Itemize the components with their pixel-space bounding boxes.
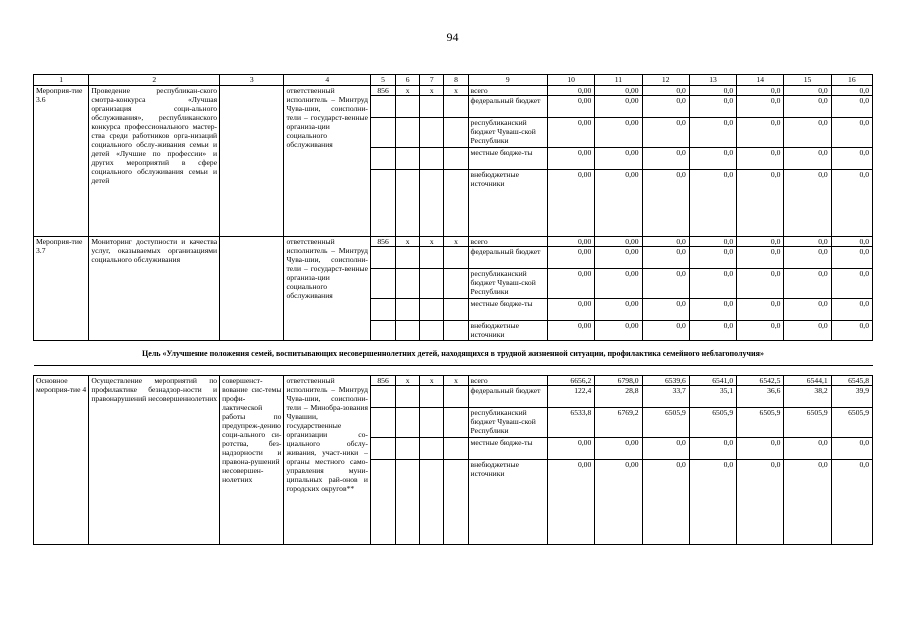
code-cell: x — [396, 86, 420, 96]
amount-cell: 0,0 — [784, 247, 831, 269]
amount-cell: 0,0 — [831, 438, 872, 460]
table-row — [34, 376, 873, 386]
code-cell-empty — [444, 460, 468, 545]
code-cell-empty — [444, 386, 468, 408]
amount-cell: 0,00 — [548, 148, 595, 170]
column-number-cell: 1 — [34, 75, 89, 86]
code-cell-empty — [370, 408, 395, 438]
amount-cell: 0,0 — [689, 299, 736, 321]
column-number-cell: 2 — [89, 75, 220, 86]
amount-cell: 6539,6 — [642, 376, 689, 386]
amount-cell: 6769,2 — [595, 408, 642, 438]
column-number-cell: 8 — [444, 75, 468, 86]
event-id-cell: Мероприя-тие 3.7 — [34, 237, 89, 341]
goal-title: Цель «Улучшение положения семей, воспитывающих несовершеннолетних детей, находящихся в трудной жизненной ситуации, профилактика семейного неблагополучия» — [34, 341, 873, 366]
amount-cell: 0,0 — [642, 170, 689, 237]
amount-cell: 0,0 — [784, 438, 831, 460]
amount-cell: 0,00 — [595, 269, 642, 299]
code-cell-empty — [396, 438, 420, 460]
amount-cell: 0,0 — [737, 269, 784, 299]
funding-source-cell: внебюджетные источники — [468, 170, 547, 237]
amount-cell: 6542,5 — [737, 376, 784, 386]
amount-cell: 6545,8 — [831, 376, 872, 386]
code-cell-empty — [396, 269, 420, 299]
amount-cell: 28,8 — [595, 386, 642, 408]
code-cell-empty — [396, 460, 420, 545]
amount-cell: 0,0 — [784, 460, 831, 545]
code-cell-empty — [420, 269, 444, 299]
code-cell: 856 — [370, 376, 395, 386]
amount-cell: 0,0 — [784, 86, 831, 96]
code-cell-empty — [370, 386, 395, 408]
amount-cell: 0,00 — [595, 321, 642, 341]
amount-cell: 39,9 — [831, 386, 872, 408]
code-cell-empty — [370, 438, 395, 460]
event-name-cell: Мониторинг доступности и качества услуг, оказываемых организациями социального обслуживания — [89, 237, 220, 341]
amount-cell: 0,0 — [689, 96, 736, 118]
amount-cell: 35,1 — [689, 386, 736, 408]
code-cell-empty — [444, 299, 468, 321]
amount-cell: 0,0 — [784, 118, 831, 148]
code-cell-empty — [396, 170, 420, 237]
amount-cell: 33,7 — [642, 386, 689, 408]
amount-cell: 0,0 — [689, 438, 736, 460]
event-name-cell: Проведение республикан-ского смотра-конкурса «Лучшая организация соци-ального обслуживания», республиканского конкурса профессионального мастер-ства среди работников орга-низаций социального обслу-живания семьи и детей «Лучшие по профессии» и других мероприятий в сфере социального обслуживания семьи и детей — [89, 86, 220, 237]
amount-cell: 0,0 — [737, 86, 784, 96]
code-cell-empty — [444, 269, 468, 299]
amount-cell: 0,0 — [689, 148, 736, 170]
funding-source-cell: местные бюдже-ты — [468, 438, 547, 460]
amount-cell: 0,0 — [831, 96, 872, 118]
amount-cell: 0,0 — [737, 299, 784, 321]
code-cell-empty — [370, 148, 395, 170]
column-number-cell: 3 — [220, 75, 284, 86]
column-number-cell: 6 — [396, 75, 420, 86]
amount-cell: 0,0 — [737, 96, 784, 118]
amount-cell: 0,0 — [642, 321, 689, 341]
amount-cell: 0,00 — [595, 148, 642, 170]
amount-cell: 6505,9 — [784, 408, 831, 438]
amount-cell: 0,0 — [831, 148, 872, 170]
amount-cell: 0,0 — [831, 170, 872, 237]
amount-cell: 0,00 — [548, 460, 595, 545]
code-cell-empty — [420, 96, 444, 118]
amount-cell: 0,0 — [642, 299, 689, 321]
amount-cell: 0,0 — [737, 148, 784, 170]
amount-cell: 0,0 — [689, 247, 736, 269]
amount-cell: 0,0 — [642, 460, 689, 545]
code-cell-empty — [396, 148, 420, 170]
amount-cell: 0,0 — [737, 460, 784, 545]
amount-cell: 0,0 — [642, 148, 689, 170]
code-cell-empty — [396, 299, 420, 321]
program-table — [33, 74, 873, 545]
amount-cell: 0,0 — [784, 321, 831, 341]
funding-source-cell: всего — [468, 376, 547, 386]
amount-cell: 0,00 — [548, 299, 595, 321]
code-cell-empty — [420, 408, 444, 438]
amount-cell: 0,00 — [548, 321, 595, 341]
column-number-cell: 16 — [831, 75, 872, 86]
amount-cell: 0,0 — [689, 170, 736, 237]
event-goal-cell — [220, 86, 284, 237]
code-cell-empty — [370, 269, 395, 299]
goal-row — [34, 341, 873, 366]
amount-cell: 0,00 — [548, 247, 595, 269]
funding-source-cell: внебюджетные источники — [468, 321, 547, 341]
amount-cell: 6505,9 — [689, 408, 736, 438]
code-cell-empty — [444, 438, 468, 460]
code-cell-empty — [444, 408, 468, 438]
code-cell: 856 — [370, 237, 395, 247]
amount-cell: 36,6 — [737, 386, 784, 408]
funding-source-cell: местные бюдже-ты — [468, 148, 547, 170]
code-cell-empty — [370, 170, 395, 237]
executor-cell: ответственный исполнитель – Минтруд Чува-шии, соисполни-тели – государст-венные организа-ции социального обслуживания — [284, 237, 371, 341]
funding-source-cell: федеральный бюджет — [468, 386, 547, 408]
code-cell: x — [420, 376, 444, 386]
code-cell-empty — [420, 460, 444, 545]
funding-source-cell: республиканский бюджет Чуваш-ской Республики — [468, 118, 547, 148]
amount-cell: 0,0 — [642, 438, 689, 460]
amount-cell: 0,0 — [642, 269, 689, 299]
amount-cell: 0,00 — [595, 237, 642, 247]
column-number-cell: 15 — [784, 75, 831, 86]
amount-cell: 0,0 — [831, 299, 872, 321]
funding-source-cell: республиканский бюджет Чуваш-ской Республики — [468, 269, 547, 299]
amount-cell: 0,0 — [689, 118, 736, 148]
amount-cell: 6798,0 — [595, 376, 642, 386]
code-cell-empty — [396, 247, 420, 269]
amount-cell: 0,0 — [784, 269, 831, 299]
amount-cell: 0,0 — [831, 118, 872, 148]
amount-cell: 0,0 — [642, 118, 689, 148]
amount-cell: 0,00 — [595, 118, 642, 148]
code-cell-empty — [420, 438, 444, 460]
amount-cell: 0,00 — [595, 299, 642, 321]
amount-cell: 0,0 — [737, 170, 784, 237]
column-number-row — [34, 75, 873, 86]
amount-cell: 0,00 — [548, 438, 595, 460]
table-body — [34, 75, 873, 545]
amount-cell: 0,0 — [831, 460, 872, 545]
event-id-cell: Основное мероприя-тие 4 — [34, 376, 89, 545]
amount-cell: 0,00 — [548, 96, 595, 118]
amount-cell: 0,0 — [831, 86, 872, 96]
amount-cell: 38,2 — [784, 386, 831, 408]
amount-cell: 0,0 — [784, 237, 831, 247]
funding-source-cell: федеральный бюджет — [468, 96, 547, 118]
code-cell-empty — [444, 247, 468, 269]
amount-cell: 0,00 — [595, 460, 642, 545]
spacer-cell — [34, 366, 873, 376]
code-cell-empty — [370, 96, 395, 118]
amount-cell: 0,0 — [737, 247, 784, 269]
amount-cell: 0,0 — [784, 170, 831, 237]
amount-cell: 6505,9 — [642, 408, 689, 438]
funding-source-cell: всего — [468, 237, 547, 247]
amount-cell: 6505,9 — [831, 408, 872, 438]
event-id-cell: Мероприя-тие 3.6 — [34, 86, 89, 237]
amount-cell: 6505,9 — [737, 408, 784, 438]
code-cell: x — [420, 237, 444, 247]
amount-cell: 0,00 — [548, 269, 595, 299]
amount-cell: 0,0 — [642, 96, 689, 118]
column-number-cell: 4 — [284, 75, 371, 86]
amount-cell: 0,00 — [595, 86, 642, 96]
amount-cell: 0,0 — [737, 438, 784, 460]
amount-cell: 0,00 — [595, 170, 642, 237]
amount-cell: 6533,8 — [548, 408, 595, 438]
amount-cell: 0,0 — [689, 460, 736, 545]
amount-cell: 122,4 — [548, 386, 595, 408]
code-cell: x — [396, 376, 420, 386]
amount-cell: 0,0 — [689, 86, 736, 96]
amount-cell: 0,0 — [642, 247, 689, 269]
code-cell: 856 — [370, 86, 395, 96]
table-row — [34, 237, 873, 247]
column-number-cell: 12 — [642, 75, 689, 86]
amount-cell: 0,0 — [642, 86, 689, 96]
amount-cell: 6656,2 — [548, 376, 595, 386]
amount-cell: 6544,1 — [784, 376, 831, 386]
funding-source-cell: всего — [468, 86, 547, 96]
code-cell-empty — [396, 321, 420, 341]
event-goal-cell — [220, 237, 284, 341]
column-number-cell: 13 — [689, 75, 736, 86]
amount-cell: 0,00 — [595, 247, 642, 269]
code-cell-empty — [444, 148, 468, 170]
code-cell-empty — [444, 96, 468, 118]
amount-cell: 0,00 — [548, 237, 595, 247]
event-name-cell: Осуществление мероприятий по профилактике безнадзор-ности и правонарушений несовершеннолетних — [89, 376, 220, 545]
amount-cell: 0,00 — [548, 86, 595, 96]
table-row — [34, 86, 873, 96]
code-cell-empty — [444, 170, 468, 237]
amount-cell: 0,00 — [595, 96, 642, 118]
amount-cell: 0,0 — [737, 118, 784, 148]
code-cell-empty — [396, 96, 420, 118]
code-cell: x — [444, 237, 468, 247]
amount-cell: 0,00 — [548, 118, 595, 148]
amount-cell: 0,0 — [642, 237, 689, 247]
amount-cell: 0,00 — [548, 170, 595, 237]
column-number-cell: 5 — [370, 75, 395, 86]
amount-cell: 0,0 — [784, 299, 831, 321]
code-cell-empty — [444, 118, 468, 148]
column-number-cell: 14 — [737, 75, 784, 86]
amount-cell: 0,00 — [595, 438, 642, 460]
column-number-cell: 11 — [595, 75, 642, 86]
code-cell-empty — [420, 148, 444, 170]
code-cell-empty — [370, 321, 395, 341]
code-cell: x — [444, 86, 468, 96]
code-cell-empty — [370, 247, 395, 269]
code-cell-empty — [370, 118, 395, 148]
amount-cell: 0,0 — [737, 321, 784, 341]
code-cell: x — [444, 376, 468, 386]
code-cell-empty — [444, 321, 468, 341]
code-cell-empty — [396, 118, 420, 148]
amount-cell: 0,0 — [689, 237, 736, 247]
amount-cell: 0,0 — [689, 269, 736, 299]
column-number-cell: 9 — [468, 75, 547, 86]
executor-cell: ответственный исполнитель – Минтруд Чува-шии, соисполни-тели – Минобра-зования Чувашии, государственные организации со-циального обслу-живания, участ-ники – органы местного само-управления муни-ципальных рай-онов и городских округов** — [284, 376, 371, 545]
page-number: 94 — [446, 30, 459, 44]
code-cell-empty — [370, 460, 395, 545]
amount-cell: 0,0 — [831, 321, 872, 341]
code-cell-empty — [420, 386, 444, 408]
code-cell: x — [420, 86, 444, 96]
funding-source-cell: внебюджетные источники — [468, 460, 547, 545]
code-cell-empty — [420, 299, 444, 321]
code-cell-empty — [420, 118, 444, 148]
code-cell-empty — [420, 170, 444, 237]
amount-cell: 0,0 — [784, 148, 831, 170]
amount-cell: 0,0 — [831, 247, 872, 269]
funding-source-cell: местные бюдже-ты — [468, 299, 547, 321]
funding-source-cell: республиканский бюджет Чуваш-ской Республики — [468, 408, 547, 438]
funding-source-cell: федеральный бюджет — [468, 247, 547, 269]
column-number-cell: 10 — [548, 75, 595, 86]
event-goal-cell: совершенст-вование сис-темы профи-лактической работы по предупреж-дению соци-ального си-ротства, без-надзорности и правона-рушений несовершен-нолетних — [220, 376, 284, 545]
amount-cell: 0,0 — [831, 237, 872, 247]
code-cell: x — [396, 237, 420, 247]
column-number-cell: 7 — [420, 75, 444, 86]
amount-cell: 0,0 — [737, 237, 784, 247]
amount-cell: 0,0 — [831, 269, 872, 299]
code-cell-empty — [420, 247, 444, 269]
amount-cell: 0,0 — [689, 321, 736, 341]
spacer-row — [34, 366, 873, 376]
amount-cell: 0,0 — [784, 96, 831, 118]
code-cell-empty — [420, 321, 444, 341]
executor-cell: ответственный исполнитель – Минтруд Чува-шии, соисполни-тели – государст-венные организа-ции социального обслуживания — [284, 86, 371, 237]
code-cell-empty — [370, 299, 395, 321]
code-cell-empty — [396, 386, 420, 408]
code-cell-empty — [396, 408, 420, 438]
amount-cell: 6541,0 — [689, 376, 736, 386]
